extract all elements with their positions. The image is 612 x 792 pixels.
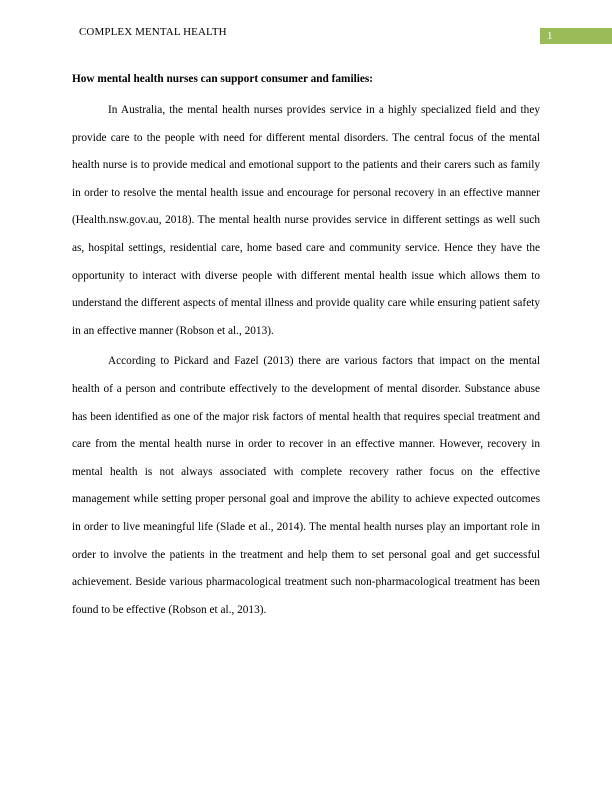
paragraph-2: According to Pickard and Fazel (2013) there are various factors that impact on the mental health of a person and contribute effectively to the development of mental disorder. Substance abuse has been identified as one of the major risk factors of mental health that requires special treatment and care from the mental health nurse in order to recover in an effective manner. However, recovery in mental health is not always associated with complete recovery rather focus on the effective management while setting proper personal goal and improve the ability to achieve expected outcomes in order to live meaningful life (Slade et al., 2014). The mental health nurses play an important role in order to involve the patients in the treatment and help them to set personal goal and get successful achievement. Beside various pharmacological treatment such non-pharmacological treatment has been found to be effective (Robson et al., 2013). bbox=[72, 355, 540, 616]
page-number-badge bbox=[540, 28, 612, 44]
section-heading: How mental health nurses can support consumer and families: bbox=[72, 73, 374, 85]
running-head: COMPLEX MENTAL HEALTH bbox=[79, 26, 227, 38]
document-body bbox=[72, 70, 540, 627]
page-number: 1 bbox=[547, 30, 553, 42]
paragraph-1: In Australia, the mental health nurses provides service in a highly specialized field and they provide care to the people with need for different mental disorders. The central focus of the mental health nurse is to provide medical and emotional support to the patients and their carers such as family in order to resolve the mental health issue and encourage for personal recovery in an effective manner (Health.nsw.gov.au, 2018). The mental health nurse provides service in different settings as well such as, hospital settings, residential care, home based care and community service. Hence they have the opportunity to interact with diverse people with different mental health issue which allows them to understand the different aspects of mental illness and provide quality care while ensuring patient safety in an effective manner (Robson et al., 2013). bbox=[72, 104, 540, 337]
